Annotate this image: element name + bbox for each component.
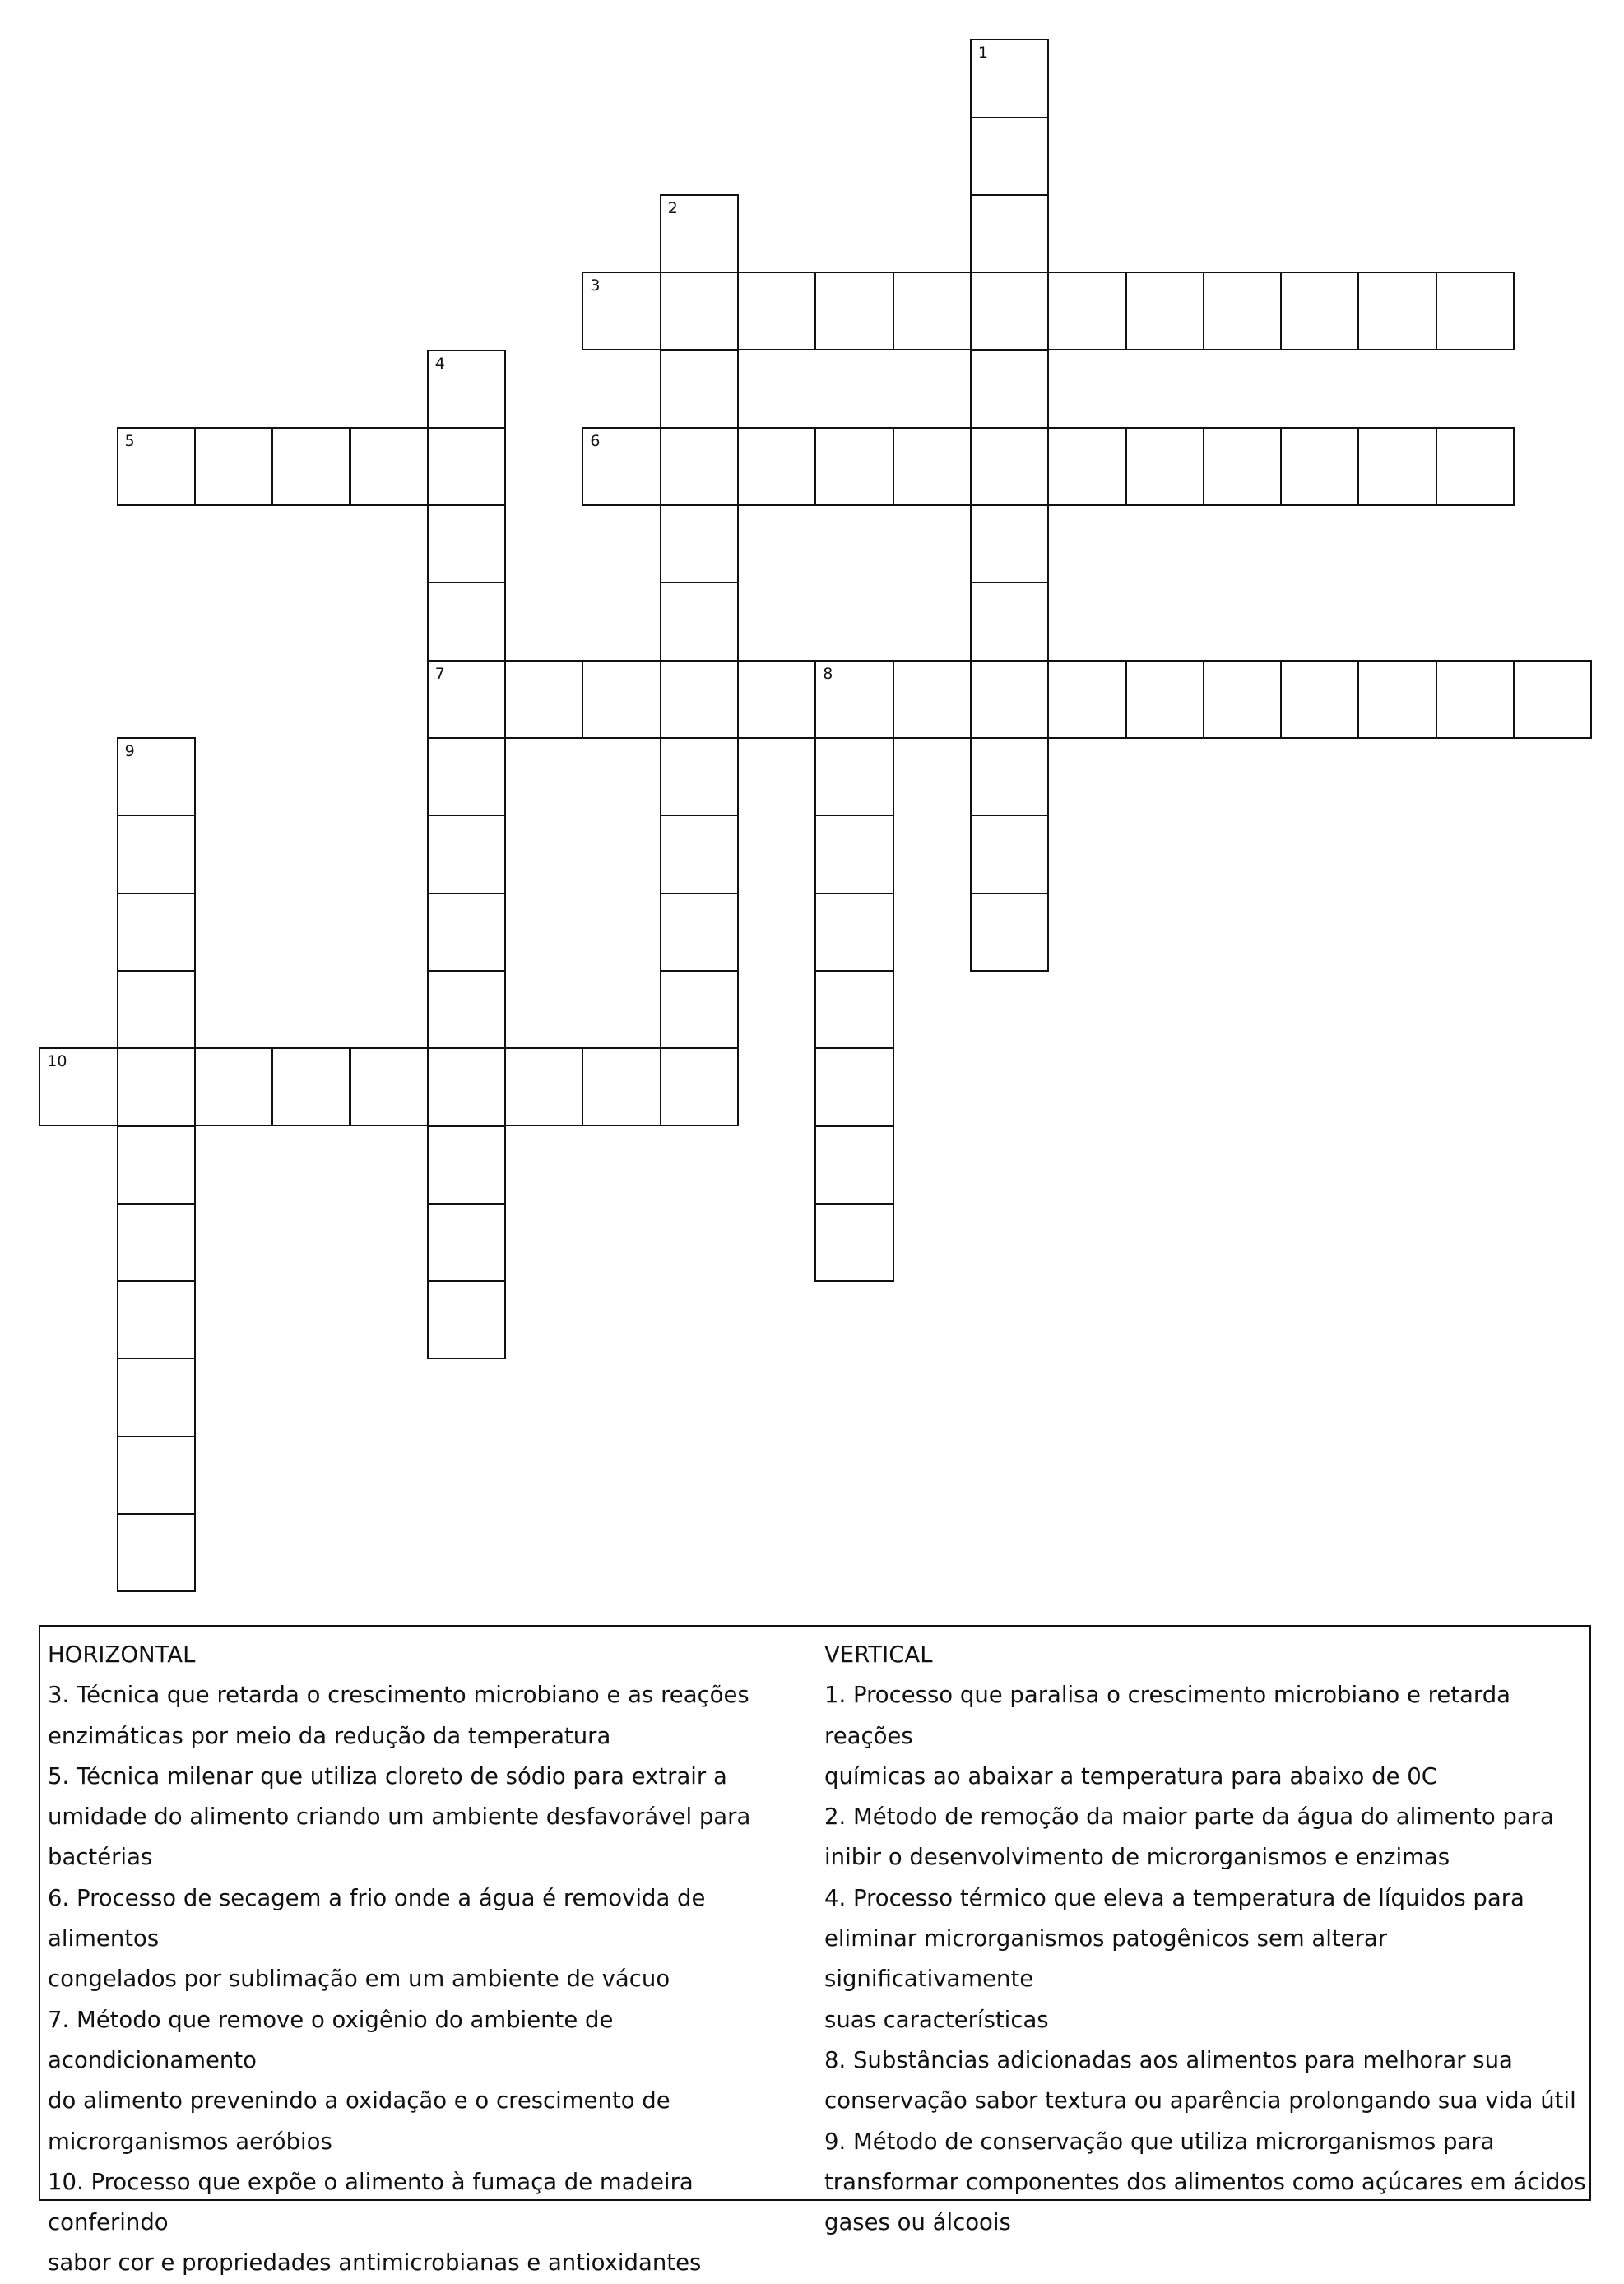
grid-cell[interactable] <box>1125 660 1204 739</box>
clue-number-2: 2 <box>667 198 678 217</box>
grid-cell[interactable] <box>194 427 273 506</box>
grid-cell[interactable] <box>1357 427 1436 506</box>
grid-cell[interactable] <box>893 427 972 506</box>
clue-line: 10. Processo que expõe o alimento à fumaça de madeira conferindo <box>48 2168 694 2236</box>
grid-cell[interactable] <box>504 660 583 739</box>
grid-cell[interactable] <box>970 272 1049 350</box>
grid-cell[interactable] <box>1436 272 1515 350</box>
grid-cell[interactable] <box>117 893 196 972</box>
grid-cell[interactable] <box>660 815 739 894</box>
grid-cell[interactable] <box>427 893 506 972</box>
grid-cell[interactable] <box>970 194 1049 273</box>
clue-line: enzimáticas por meio da redução da temperatura <box>48 1722 611 1749</box>
grid-cell[interactable] <box>271 427 350 506</box>
grid-cell[interactable] <box>814 893 893 972</box>
clue-line: 6. Processo de secagem a frio onde a água é removida de alimentos <box>48 1884 706 1952</box>
grid-cell[interactable] <box>350 1047 429 1126</box>
grid-cell[interactable] <box>117 1203 196 1282</box>
grid-cell[interactable] <box>660 660 739 739</box>
grid-cell[interactable] <box>1047 427 1126 506</box>
grid-cell[interactable] <box>1436 427 1515 506</box>
grid-cell[interactable] <box>582 660 661 739</box>
grid-cell[interactable] <box>427 815 506 894</box>
grid-cell[interactable] <box>117 1358 196 1437</box>
clue-line: gases ou álcoois <box>824 2209 1011 2236</box>
grid-cell[interactable] <box>814 1047 893 1126</box>
grid-cell[interactable] <box>194 1047 273 1126</box>
clue-number-3: 3 <box>590 276 601 295</box>
grid-cell[interactable] <box>1280 427 1359 506</box>
clue-number-9: 9 <box>124 742 135 760</box>
grid-cell[interactable] <box>1203 272 1282 350</box>
grid-cell[interactable] <box>117 1513 196 1592</box>
clue-line: 7. Método que remove o oxigênio do ambiente de acondicionamento <box>48 2006 614 2073</box>
clue-line: microrganismos aeróbios <box>48 2128 332 2155</box>
grid-cell[interactable] <box>970 893 1049 972</box>
grid-cell[interactable] <box>970 737 1049 816</box>
grid-cell[interactable] <box>1047 660 1126 739</box>
clue-line: 3. Técnica que retarda o crescimento microbiano e as reações <box>48 1682 749 1709</box>
grid-cell[interactable] <box>117 1126 196 1205</box>
grid-cell[interactable] <box>1436 660 1515 739</box>
grid-cell[interactable] <box>1280 272 1359 350</box>
clue-line: umidade do alimento criando um ambiente desfavorável para <box>48 1804 751 1831</box>
grid-cell[interactable] <box>737 660 816 739</box>
grid-cell[interactable] <box>660 737 739 816</box>
grid-cell[interactable] <box>117 1436 196 1515</box>
grid-cell[interactable] <box>1047 272 1126 350</box>
clue-number-1: 1 <box>977 44 988 63</box>
clue-number-4: 4 <box>434 354 445 373</box>
grid-cell[interactable] <box>1125 272 1204 350</box>
grid-cell[interactable] <box>427 737 506 816</box>
grid-cell[interactable] <box>427 1280 506 1359</box>
grid-cell[interactable] <box>970 582 1049 661</box>
clue-line: eliminar microrganismos patogênicos sem alterar significativamente <box>824 1925 1388 1993</box>
grid-cell[interactable] <box>814 427 893 506</box>
grid-cell[interactable] <box>1125 427 1204 506</box>
clue-line: congelados por sublimação em um ambiente de vácuo <box>48 1966 670 1993</box>
grid-cell[interactable] <box>427 504 506 583</box>
clue-line: sabor cor e propriedades antimicrobianas e antioxidantes <box>48 2249 702 2277</box>
horizontal-clues <box>48 1635 817 2284</box>
grid-cell[interactable] <box>427 1047 506 1126</box>
grid-cell[interactable] <box>814 970 893 1049</box>
horizontal-heading: HORIZONTAL <box>48 1641 196 1668</box>
grid-cell[interactable] <box>660 970 739 1049</box>
grid-cell[interactable] <box>970 427 1049 506</box>
grid-cell[interactable] <box>893 272 972 350</box>
clue-number-10: 10 <box>47 1052 67 1071</box>
clue-line: bactérias <box>48 1844 153 1871</box>
grid-cell[interactable] <box>427 970 506 1049</box>
grid-cell[interactable] <box>970 815 1049 894</box>
clue-line: 4. Processo térmico que eleva a temperatura de líquidos para <box>824 1884 1524 1911</box>
grid-cell[interactable] <box>660 1047 739 1126</box>
clue-line: 1. Processo que paralisa o crescimento microbiano e retarda reações <box>824 1682 1511 1749</box>
grid-cell[interactable] <box>271 1047 350 1126</box>
clue-line: 2. Método de remoção da maior parte da água do alimento para <box>824 1804 1554 1831</box>
clue-line: 9. Método de conservação que utiliza microrganismos para <box>824 2128 1495 2155</box>
grid-cell[interactable] <box>737 272 816 350</box>
grid-cell[interactable] <box>1357 272 1436 350</box>
grid-cell[interactable] <box>582 1047 661 1126</box>
grid-cell[interactable] <box>970 117 1049 196</box>
grid-cell[interactable] <box>427 1203 506 1282</box>
grid-cell[interactable] <box>737 427 816 506</box>
clue-line: do alimento prevenindo a oxidação e o crescimento de <box>48 2087 670 2115</box>
vertical-heading: VERTICAL <box>824 1641 933 1668</box>
grid-cell[interactable] <box>427 582 506 661</box>
grid-cell[interactable] <box>1203 660 1282 739</box>
clue-line: químicas ao abaixar a temperatura para abaixo de 0C <box>824 1762 1437 1790</box>
grid-cell[interactable] <box>660 893 739 972</box>
grid-cell[interactable] <box>427 427 506 506</box>
clues-box <box>39 1625 1591 2277</box>
clue-number-5: 5 <box>124 431 135 450</box>
grid-cell[interactable] <box>893 660 972 739</box>
grid-cell[interactable] <box>1513 660 1592 739</box>
grid-cell[interactable] <box>350 427 429 506</box>
clue-line: suas características <box>824 2006 1049 2033</box>
grid-cell[interactable] <box>660 272 739 350</box>
grid-cell[interactable] <box>427 1126 506 1205</box>
clue-line: 8. Substâncias adicionadas aos alimentos para melhorar sua <box>824 2046 1513 2073</box>
grid-cell[interactable] <box>814 1126 893 1205</box>
clue-number-6: 6 <box>590 431 601 450</box>
grid-cell[interactable] <box>660 427 739 506</box>
clue-line: inibir o desenvolvimento de microrganismos e enzimas <box>824 1844 1450 1871</box>
grid-cell[interactable] <box>814 737 893 816</box>
vertical-clues <box>824 1635 1594 2243</box>
grid-cell[interactable] <box>660 582 739 661</box>
grid-cell[interactable] <box>1357 660 1436 739</box>
grid-cell[interactable] <box>970 660 1049 739</box>
grid-cell[interactable] <box>814 815 893 894</box>
grid-cell[interactable] <box>814 272 893 350</box>
clue-line: transformar componentes dos alimentos como açúcares em ácidos <box>824 2168 1586 2195</box>
grid-cell[interactable] <box>117 815 196 894</box>
clue-line: 5. Técnica milenar que utiliza cloreto de sódio para extrair a <box>48 1762 727 1790</box>
grid-cell[interactable] <box>1280 660 1359 739</box>
grid-cell[interactable] <box>1203 427 1282 506</box>
grid-cell[interactable] <box>117 1280 196 1359</box>
grid-cell[interactable] <box>660 504 739 583</box>
grid-cell[interactable] <box>504 1047 583 1126</box>
grid-cell[interactable] <box>117 1047 196 1126</box>
clue-line: conservação sabor textura ou aparência prolongando sua vida útil <box>824 2087 1576 2115</box>
grid-cell[interactable] <box>117 970 196 1049</box>
grid-cell[interactable] <box>970 350 1049 429</box>
grid-cell[interactable] <box>970 504 1049 583</box>
grid-cell[interactable] <box>660 350 739 429</box>
grid-cell[interactable] <box>814 1203 893 1282</box>
clue-number-8: 8 <box>823 664 833 683</box>
clue-number-7: 7 <box>434 664 445 683</box>
